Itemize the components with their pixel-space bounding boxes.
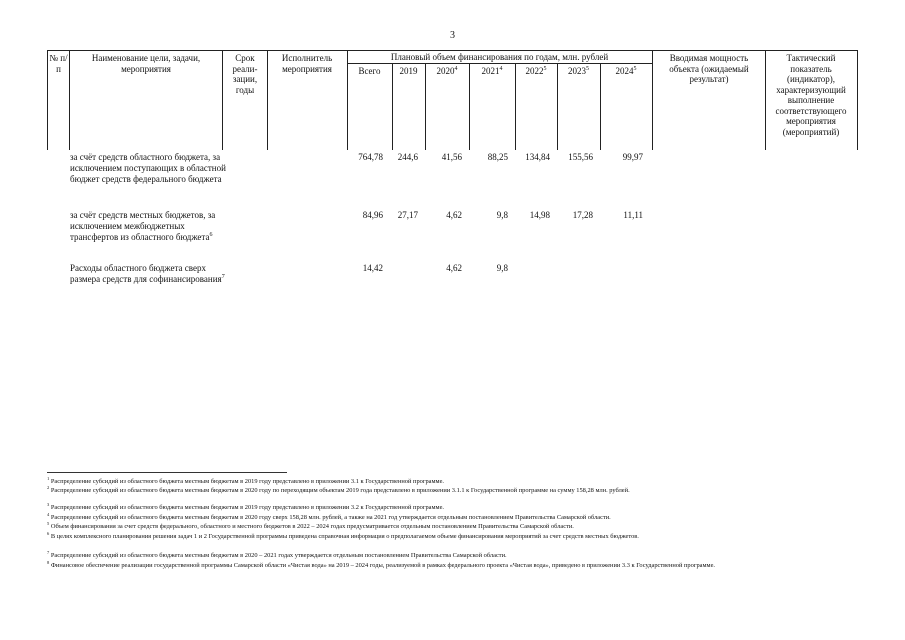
header-total: Всего (358, 66, 381, 76)
row-label-excess-expenses: Расходы областного бюджета сверх размера средств для софинансирования$^7$ (70, 263, 225, 285)
row1-2021: 88,25 (487, 152, 508, 162)
row1-2020: 41,56 (441, 152, 462, 162)
row2-2020: 4,62 (446, 210, 462, 220)
column-divider (347, 50, 348, 150)
year-divider (425, 63, 426, 150)
row2-2021: 9,8 (496, 210, 508, 220)
footnote-7: $^7$ Распределение субсидий из областного бюджета местным бюджетам в 2020 – 2021 годах утверждается отдельным постановлением Правительства Самарской области. (47, 549, 507, 559)
column-divider (222, 50, 223, 150)
footnote-separator (47, 472, 287, 473)
table-top-rule (47, 50, 857, 51)
row-label-local-budgets: за счёт средств местных бюджетов, за исключением межбюджетных трансфертов из областного бюджета$^6$ (70, 210, 216, 243)
footnote-2: $^2$ Распределение субсидий из областного бюджета местным бюджетам в 2020 году по переходящим объектам 2019 года представлено в приложении 3.1.1 к Государственной программе на сумму 158,28 млн. рублей. (47, 484, 630, 494)
header-year-2021: 2021$^4$ (481, 66, 503, 76)
row2-total: 84,96 (362, 210, 383, 220)
header-year-2022: 2022$^5$ (525, 66, 547, 76)
page-number: 3 (450, 30, 455, 41)
row3-total: 14,42 (362, 263, 383, 273)
header-year-2020: 2020$^4$ (436, 66, 458, 76)
footnote-8: $^8$ Финансовое обеспечение реализации государственной программы Самарской области «Чистая вода» на 2019 – 2024 годы, реализуемой в рамках федерального проекта «Чистая вода», приведено в приложении 3.3 к Государственной программе. (47, 559, 715, 569)
year-divider (515, 63, 516, 150)
row2-2023: 17,28 (572, 210, 593, 220)
table-right-border (857, 50, 858, 150)
header-capacity: Вводимая мощность объекта (ожидаемый результат) (669, 53, 749, 84)
header-funding: Плановый объем финансирования по годам, млн. рублей (390, 52, 609, 62)
row1-2023: 155,56 (568, 152, 593, 162)
year-divider (600, 63, 601, 150)
row2-2022: 14,98 (529, 210, 550, 220)
column-divider (267, 50, 268, 150)
financing-table (47, 50, 857, 152)
row2-2024: 11,11 (623, 210, 643, 220)
column-divider (652, 50, 653, 150)
row1-2019: 244,6 (397, 152, 418, 162)
footnote-6: $^6$ В целях комплексного планирования решения задач 1 и 2 Государственной программы приведена справочная информация о предполагаемом объеме финансирования мероприятий за счет средств местных бюджетов. (47, 530, 639, 540)
footnote-5: $^5$ Объем финансирования за счет средств федерального, областного и местного бюджетов в 2022 – 2024 годах предусматривается отдельным постановлением Правительства Самарской области. (47, 520, 574, 530)
header-executor: Исполнитель мероприятия (281, 53, 333, 74)
header-name: Наименование цели, задачи, мероприятия (91, 53, 201, 74)
row2-2019: 27,17 (397, 210, 418, 220)
year-divider (469, 63, 470, 150)
row1-total: 764,78 (358, 152, 383, 162)
footnote-4: $^4$ Распределение субсидий из областного бюджета местным бюджетам в 2020 году сверх 158,28 млн. рублей, а также на 2021 год утверждается отдельным постановлением Правительства Самарской области. (47, 511, 611, 521)
header-year-2024: 2024$^5$ (615, 66, 637, 76)
header-num: № п/п (49, 53, 68, 74)
header-year-2023: 2023$^5$ (568, 66, 589, 76)
year-divider (392, 63, 393, 150)
header-term: Срок реали-зации, годы (232, 53, 258, 95)
row3-2021: 9,8 (496, 263, 508, 273)
column-divider (765, 50, 766, 150)
row-label-regional-budget: за счёт средств областного бюджета, за исключением поступающих в областной бюджет средств федерального бюджета (70, 152, 226, 185)
row1-2022: 134,84 (525, 152, 550, 162)
header-indicator: Тактический показатель (индикатор), характеризующий выполнение соответствующего мероприятия (мероприятий) (775, 53, 847, 137)
year-divider (557, 63, 558, 150)
row3-2020: 4,62 (446, 263, 462, 273)
row1-2024: 99,97 (622, 152, 643, 162)
header-year-2019: 2019 (399, 66, 418, 76)
column-divider (69, 50, 70, 150)
footnote-3: $^3$ Распределение субсидий из областного бюджета местным бюджетам в 2019 году представлено в приложении 3.2 к Государственной программе. (47, 501, 445, 511)
footnote-1: $^1$ Распределение субсидий из областного бюджета местным бюджетам в 2019 году представлено в приложении 3.1 к Государственной программе. (47, 475, 445, 485)
table-left-border (47, 50, 48, 150)
